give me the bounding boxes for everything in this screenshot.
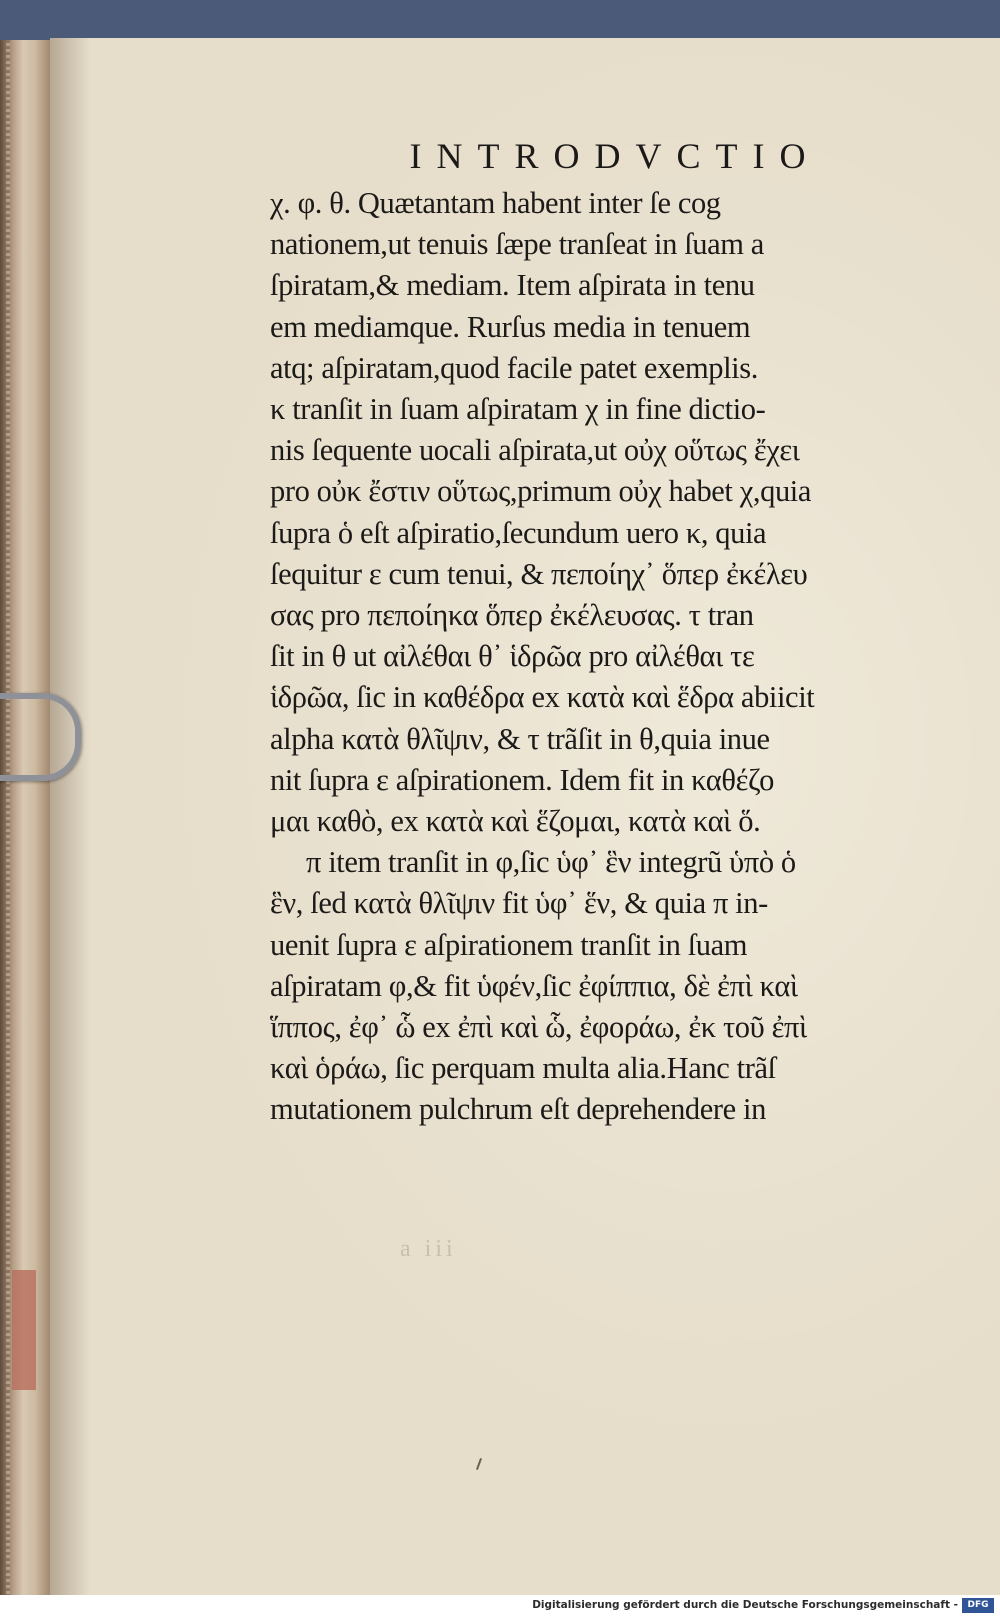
text-line: μαι καθὸ, ex κατὰ καὶ ἕζομαι, κατὰ καὶ ὅ. — [270, 804, 761, 839]
text-line: nit ſupra ε aſpirationem. Idem fit in καθέζο — [270, 762, 774, 797]
dfg-logo[interactable]: DFG — [962, 1598, 994, 1613]
credit-footer — [0, 1595, 1000, 1619]
text-line: χ. φ. θ. Quætantam habent inter ſe cog — [270, 186, 721, 220]
page-edges — [6, 40, 10, 1595]
text-line: ſit in θ ut αἰλέθαι θ᾽ ἱδρῶα pro αἰλέθαι τε — [270, 639, 755, 674]
text-line: καὶ ὁράω, ſic perquam multa alia.Hanc trãſ — [270, 1051, 776, 1086]
ink-speck — [476, 1458, 482, 1470]
text-line: em mediamque. Rurſus media in tenuem — [270, 309, 751, 344]
text-line: aſpiratam φ,& fit ὑφέν,ſic ἐφίππια, δὲ ἐπὶ καὶ — [270, 968, 798, 1003]
text-line: ἵππος, ἐφ᾽ ὧ ex ἐπὶ καὶ ὧ, ἐφοράω, ἐκ τοῦ ἐπὶ — [270, 1010, 807, 1045]
text-line: pro οὐκ ἔστιν οὕτως,primum οὐχ habet χ,quia — [270, 474, 812, 509]
text-line: ἓν, ſed κατὰ θλῖψιν fit ὑφ᾽ ἕν, & quia π in- — [270, 886, 768, 921]
text-line: ſupra ὁ eſt aſpiratio,ſecundum uero κ, quia — [270, 515, 767, 550]
paper-clip — [0, 693, 81, 781]
text-line: ſpiratam,& mediam. Item aſpirata in tenu — [270, 268, 755, 303]
text-line: ſequitur ε cum tenui, & πεποίηχ᾽ ὅπερ ἐκέλευ — [270, 556, 808, 591]
signature-mark: a iii — [400, 1236, 457, 1262]
text-line: nis ſequente uocali aſpirata,ut οὐχ οὕτως ἔχει — [270, 433, 800, 468]
text-block — [270, 135, 920, 1131]
red-bookmark — [12, 1270, 36, 1390]
running-head: INTRODVCTIO — [409, 136, 821, 176]
text-line: π item tranſit in φ,ſic ὑφ᾽ ἓν integrũ ὑπὸ ὁ — [306, 845, 796, 880]
text-line: alpha κατὰ θλῖψιν, & τ trãſit in θ,quia inue — [270, 721, 770, 756]
text-line: uenit ſupra ε aſpirationem tranſit in ſuam — [270, 927, 748, 962]
text-line: κ tranſit in ſuam aſpiratam χ in fine dictio- — [270, 392, 766, 427]
funding-credit: Digitalisierung gefördert durch die Deutsche Forschungsgemeinschaft - — [532, 1599, 958, 1611]
text-line: mutationem pulchrum eſt deprehendere in — [270, 1092, 766, 1127]
text-line: ἱδρῶα, ſic in καθέδρα ex κατὰ καὶ ἕδρα abiicit — [270, 680, 815, 715]
text-line: nationem,ut tenuis ſæpe tranſeat in ſuam a — [270, 227, 764, 262]
text-line: σας pro πεποίηκα ὅπερ ἐκέλευσας. τ tran — [270, 598, 754, 633]
text-line: atq; aſpiratam,quod facile patet exemplis. — [270, 350, 758, 385]
